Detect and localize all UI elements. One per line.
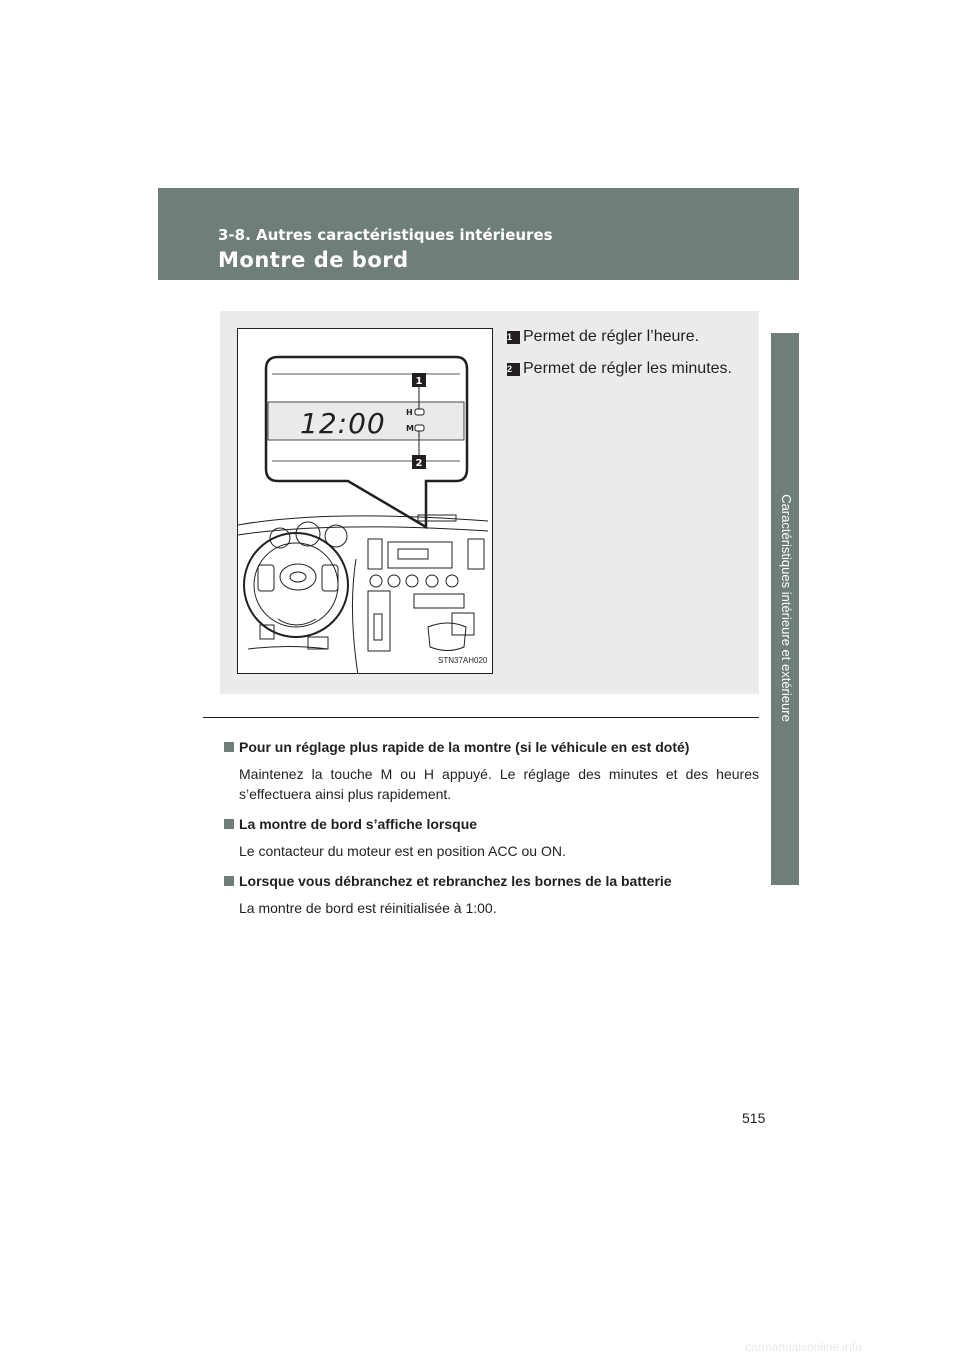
chapter-tab-label: Caractéristiques intérieure et extérieure — [779, 494, 794, 722]
page-header — [158, 188, 799, 280]
square-bullet-icon — [224, 876, 234, 886]
note-body: Le contacteur du moteur est en position ACC ou ON. — [239, 843, 566, 859]
notes-section — [224, 737, 759, 928]
note-body: Maintenez la touche M ou H appuyé. Le réglage des minutes et des heures s’effectuera ainsi plus rapidement. — [239, 766, 759, 802]
figure-legend — [507, 325, 743, 389]
legend-text: Permet de régler les minutes. — [523, 360, 732, 377]
note-heading-text: Lorsque vous débranchez et rebranchez les bornes de la batterie — [239, 873, 672, 889]
note-body: La montre de bord est réinitialisée à 1:00. — [239, 900, 497, 916]
clock-illustration — [237, 328, 493, 674]
callout-2-label: 2 — [415, 458, 423, 469]
m-button — [415, 425, 424, 431]
m-button-label: M — [406, 424, 414, 433]
note-heading — [224, 737, 759, 757]
figure-panel — [220, 311, 759, 694]
square-bullet-icon — [224, 819, 234, 829]
legend-marker: 1 — [507, 331, 520, 344]
note-heading-text: La montre de bord s’affiche lorsque — [239, 816, 478, 832]
legend-item — [507, 325, 743, 349]
display-callout-balloon — [266, 357, 467, 527]
note-heading-text: Pour un réglage plus rapide de la montre (si le véhicule en est doté) — [239, 739, 690, 755]
clock-time: 12:00 — [300, 407, 386, 440]
callout-1-label: 1 — [415, 376, 423, 387]
legend-marker: 2 — [507, 363, 520, 376]
h-button — [415, 409, 424, 415]
page-title: Montre de bord — [218, 248, 409, 272]
h-button-label: H — [406, 408, 413, 417]
figure-code: STN37AH020 — [438, 656, 488, 665]
dashboard-drawing — [238, 515, 488, 674]
section-label: 3-8. Autres caractéristiques intérieures — [218, 226, 553, 244]
legend-item — [507, 357, 743, 381]
chapter-tab-number: 3 — [781, 306, 789, 320]
note-heading — [224, 871, 759, 891]
section-divider — [203, 717, 759, 718]
square-bullet-icon — [224, 742, 234, 752]
note-heading — [224, 814, 759, 834]
page-number: 515 — [742, 1110, 766, 1126]
watermark: carmanualsonline.info — [745, 1340, 862, 1354]
legend-text: Permet de régler l’heure. — [523, 328, 700, 345]
